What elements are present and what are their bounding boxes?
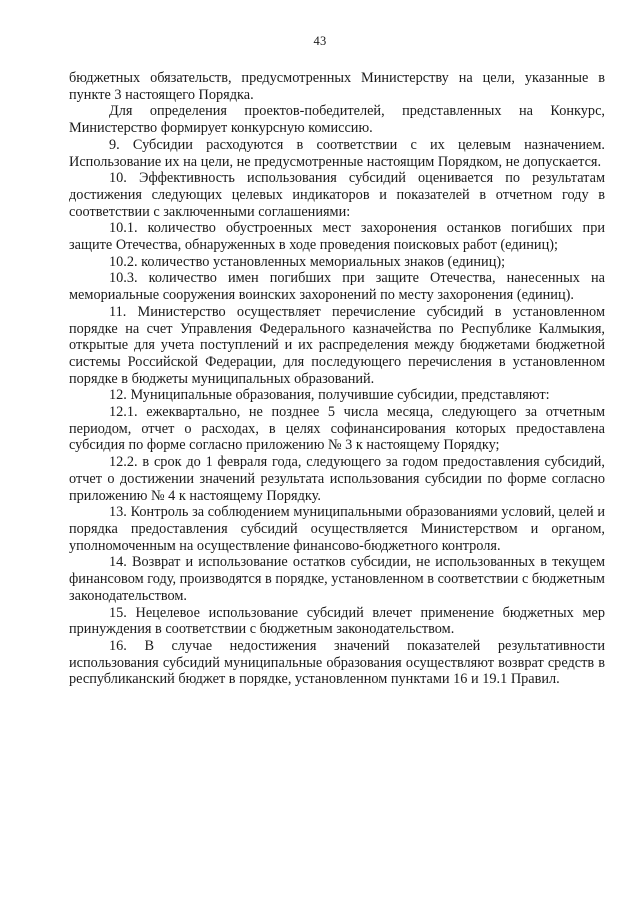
paragraph-10-3: 10.3. количество имен погибших при защите Отечества, нанесенных на мемориальные сооружения воинских захоронений по месту захоронения (единиц).	[69, 270, 605, 304]
paragraph-14: 14. Возврат и использование остатков субсидии, не использованных в текущем финансовом году, производятся в порядке, установленном в соответствии с бюджетным законодательством.	[69, 554, 605, 604]
paragraph-9: 9. Субсидии расходуются в соответствии с их целевым назначением. Использование их на цели, не предусмотренные настоящим Порядком, не допускается.	[69, 136, 605, 170]
page-number: 43	[313, 34, 327, 48]
document-body	[69, 70, 605, 688]
paragraph-continuation: бюджетных обязательств, предусмотренных Министерству на цели, указанные в пункте 3 настоящего Порядка.	[69, 70, 605, 103]
paragraph-15: 15. Нецелевое использование субсидий влечет применение бюджетных мер принуждения в соответствии с бюджетным законодательством.	[69, 604, 605, 638]
paragraph-13: 13. Контроль за соблюдением муниципальными образованиями условий, целей и порядка предоставления субсидий осуществляется Министерством и органом, уполномоченным на осуществление финансово-бюджетного контроля.	[69, 504, 605, 554]
paragraph-10-2: 10.2. количество установленных мемориальных знаков (единиц);	[109, 253, 506, 270]
paragraph-12: 12. Муниципальные образования, получившие субсидии, представляют:	[109, 387, 550, 404]
paragraph-16: 16. В случае недостижения значений показателей результативности использования субсидий муниципальные образования осуществляют возврат средств в республиканский бюджет в порядке, установленном пунктами 16 и 19.1 Правил.	[69, 637, 605, 688]
paragraph-10-1: 10.1. количество обустроенных мест захоронения останков погибших при защите Отечества, обнаруженных в ходе проведения поисковых работ (единиц);	[69, 220, 605, 254]
paragraph-commission: Для определения проектов-победителей, представленных на Конкурс, Министерство формирует конкурсную комиссию.	[69, 103, 605, 137]
paragraph-10: 10. Эффективность использования субсидий оценивается по результатам достижения следующих целевых индикаторов и показателей в отчетном году в соответствии с заключенными соглашениями:	[69, 170, 605, 220]
paragraph-12-1: 12.1. ежеквартально, не позднее 5 числа месяца, следующего за отчетным периодом, отчет о расходах, в целях софинансирования которых предоставлена субсидия по форме согласно приложению № 3 к настоящему Порядку;	[69, 404, 605, 454]
paragraph-11: 11. Министерство осуществляет перечисление субсидий в установленном порядке на счет Управления Федерального казначейства по Республике Калмыкия, открытые для учета поступлений и их распределения между бюджетами бюджетной системы Российской Федерации, для последующего перечисления в установленном порядке в бюджеты муниципальных образований.	[69, 303, 605, 387]
paragraph-12-2: 12.2. в срок до 1 февраля года, следующего за годом предоставления субсидий, отчет о достижении значений результата использования субсидии по форме согласно приложению № 4 к настоящему Порядку.	[69, 454, 605, 504]
